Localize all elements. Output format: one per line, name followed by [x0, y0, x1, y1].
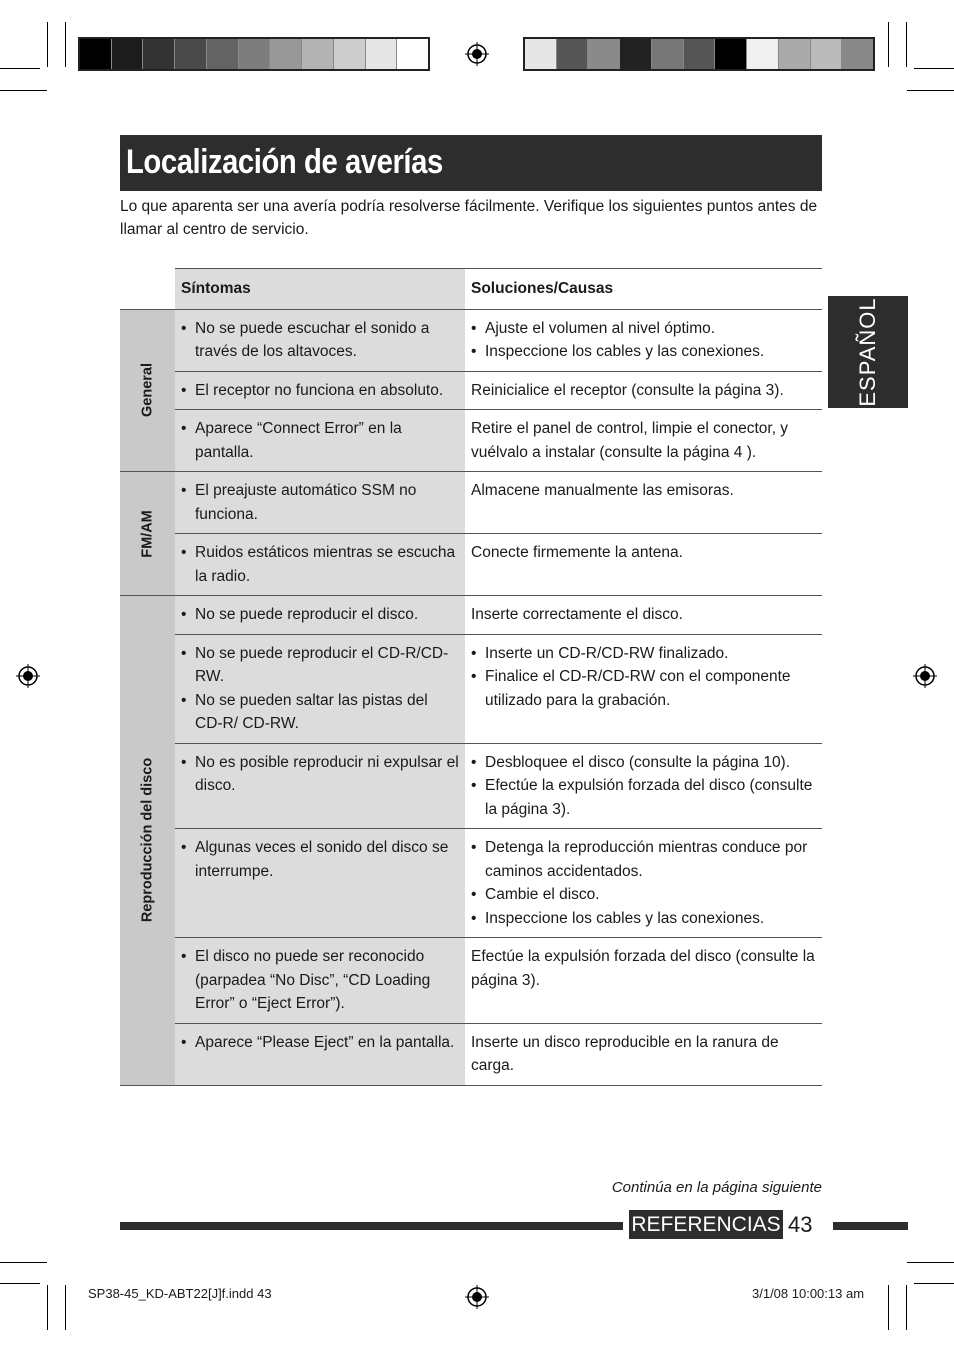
continue-note: Continúa en la página siguiente: [611, 1179, 822, 1196]
table-row: [120, 596, 822, 635]
solution-item: • Inspeccione los cables y las conexiones.: [471, 340, 816, 364]
table-row: [120, 472, 822, 534]
solution-item: • Inserte un CD-R/CD-RW finalizado.: [471, 642, 816, 666]
language-tab-label: ESPAÑOL: [855, 297, 880, 407]
registration-mark-icon: [16, 664, 40, 688]
crop-mark: [888, 1285, 889, 1330]
header-symptoms: Síntomas: [175, 269, 465, 310]
crop-mark: [907, 1262, 954, 1263]
solution-cell: [465, 309, 822, 371]
symptom-item: • Aparece “Connect Error” en la pantalla.: [181, 417, 459, 464]
table-row: [120, 371, 822, 410]
solution-cell: [465, 634, 822, 743]
registration-mark-icon: [913, 664, 937, 688]
color-swatch: [112, 39, 144, 69]
color-swatch: [334, 39, 366, 69]
crop-mark: [914, 68, 954, 69]
category-label: Reproducción del disco: [138, 758, 155, 923]
section-label: REFERENCIAS: [629, 1210, 783, 1239]
solution-cell: [465, 534, 822, 596]
solution-item: • Cambie el disco.: [471, 883, 816, 907]
table-header-row: [120, 269, 822, 310]
category-cell: [120, 472, 175, 596]
crop-mark: [888, 22, 889, 67]
color-swatch: [143, 39, 175, 69]
solution-cell: [465, 410, 822, 472]
crop-mark: [0, 1262, 47, 1263]
file-slug: SP38-45_KD-ABT22[J]f.indd 43: [88, 1286, 272, 1301]
color-swatch: [620, 39, 652, 69]
table-row: [120, 829, 822, 938]
symptom-cell: [175, 634, 465, 743]
solution-text: Inserte correctamente el disco.: [471, 606, 683, 623]
footer-bar-left: [120, 1222, 623, 1230]
table-row: [120, 410, 822, 472]
solution-item: • Detenga la reproducción mientras conduce por caminos accidentados.: [471, 836, 816, 883]
solution-cell: [465, 596, 822, 635]
color-swatch: [715, 39, 747, 69]
solution-text: Conecte firmemente la antena.: [471, 544, 683, 561]
registration-mark-icon: [465, 42, 489, 66]
color-calibration-strip-right: [523, 37, 875, 71]
symptom-cell: [175, 410, 465, 472]
header-solutions: Soluciones/Causas: [465, 269, 822, 310]
solution-cell: [465, 1023, 822, 1085]
crop-mark: [65, 1285, 66, 1330]
solution-cell: [465, 829, 822, 938]
symptom-item: • Ruidos estáticos mientras se escucha la radio.: [181, 541, 459, 588]
table-header-blank: [120, 269, 175, 310]
color-swatch: [239, 39, 271, 69]
color-calibration-strip-left: [78, 37, 430, 71]
crop-mark: [914, 1283, 954, 1284]
category-label: General: [138, 363, 155, 418]
symptom-cell: [175, 596, 465, 635]
color-swatch: [557, 39, 589, 69]
symptom-cell: [175, 371, 465, 410]
color-swatch: [302, 39, 334, 69]
solution-cell: [465, 472, 822, 534]
page-title: Localización de averías: [126, 143, 443, 181]
intro-paragraph: Lo que aparenta ser una avería podría resolverse fácilmente. Verifique los siguientes puntos antes de llamar al centro de servicio.: [120, 198, 818, 238]
symptom-cell: [175, 472, 465, 534]
color-swatch: [779, 39, 811, 69]
color-swatch: [207, 39, 239, 69]
crop-mark: [906, 1285, 907, 1330]
color-swatch: [684, 39, 716, 69]
symptom-cell: [175, 829, 465, 938]
solution-item: • Efectúe la expulsión forzada del disco (consulte la página 3).: [471, 774, 816, 821]
category-cell: [120, 309, 175, 472]
color-swatch: [525, 39, 557, 69]
solution-cell: [465, 743, 822, 829]
color-swatch: [652, 39, 684, 69]
solution-text: Reinicialice el receptor (consulte la página 3).: [471, 381, 784, 399]
symptom-item: • No se puede reproducir el CD-R/CD-RW.: [181, 642, 459, 689]
page-number: 43: [788, 1212, 813, 1237]
troubleshooting-table: [120, 268, 822, 1086]
color-swatch: [842, 39, 873, 69]
color-swatch: [270, 39, 302, 69]
solution-cell: [465, 938, 822, 1024]
table-row: [120, 634, 822, 743]
color-swatch: [175, 39, 207, 69]
solution-text: Almacene manualmente las emisoras.: [471, 482, 734, 499]
category-cell: [120, 596, 175, 1086]
symptom-item: • Aparece “Please Eject” en la pantalla.: [181, 1031, 459, 1055]
language-tab: [828, 296, 908, 408]
symptom-item: • No se puede reproducir el disco.: [181, 603, 459, 627]
solution-text: Retire el panel de control, limpie el conector, y vuélvalo a instalar (consulte la página 4 ).: [471, 420, 789, 461]
table-row: [120, 1023, 822, 1085]
symptom-item: • El preajuste automático SSM no funciona.: [181, 479, 459, 526]
table-row: [120, 534, 822, 596]
color-swatch: [588, 39, 620, 69]
symptom-item: • No es posible reproducir ni expulsar el disco.: [181, 751, 459, 798]
solution-item: • Finalice el CD-R/CD-RW con el componente utilizado para la grabación.: [471, 665, 816, 712]
color-swatch: [811, 39, 843, 69]
crop-mark: [0, 1283, 40, 1284]
symptom-item: • El receptor no funciona en absoluto.: [181, 379, 459, 403]
date-slug: 3/1/08 10:00:13 am: [752, 1286, 865, 1301]
crop-mark: [47, 1285, 48, 1330]
symptom-cell: [175, 743, 465, 829]
color-swatch: [366, 39, 398, 69]
color-swatch: [80, 39, 112, 69]
registration-mark-icon: [465, 1285, 489, 1309]
crop-mark: [907, 90, 954, 91]
crop-mark: [0, 90, 47, 91]
symptom-item: • No se pueden saltar las pistas del CD-R/ CD-RW.: [181, 689, 459, 736]
crop-mark: [65, 22, 66, 67]
category-label: FM/AM: [138, 509, 155, 558]
table-row: [120, 938, 822, 1024]
symptom-cell: [175, 938, 465, 1024]
solution-item: • Ajuste el volumen al nivel óptimo.: [471, 317, 816, 341]
title-bar: [120, 135, 822, 191]
symptom-item: • Algunas veces el sonido del disco se interrumpe.: [181, 836, 459, 883]
solution-item: • Inspeccione los cables y las conexiones.: [471, 907, 816, 931]
symptom-item: • El disco no puede ser reconocido (parpadea “No Disc”, “CD Loading Error” o “Eject Error”).: [181, 945, 459, 1016]
color-swatch: [397, 39, 428, 69]
symptom-cell: [175, 309, 465, 371]
solution-text: Efectúe la expulsión forzada del disco (consulte la página 3).: [471, 948, 815, 989]
symptom-item: • No se puede escuchar el sonido a través de los altavoces.: [181, 317, 459, 364]
table-row: [120, 309, 822, 371]
symptom-cell: [175, 534, 465, 596]
footer-bar-right: [833, 1222, 908, 1230]
table-row: [120, 743, 822, 829]
solution-item: • Desbloquee el disco (consulte la página 10).: [471, 751, 816, 775]
solution-text: Inserte un disco reproducible en la ranura de carga.: [471, 1033, 779, 1074]
crop-mark: [906, 22, 907, 67]
crop-mark: [47, 22, 48, 67]
symptom-cell: [175, 1023, 465, 1085]
solution-cell: [465, 371, 822, 410]
crop-mark: [0, 68, 40, 69]
color-swatch: [747, 39, 779, 69]
